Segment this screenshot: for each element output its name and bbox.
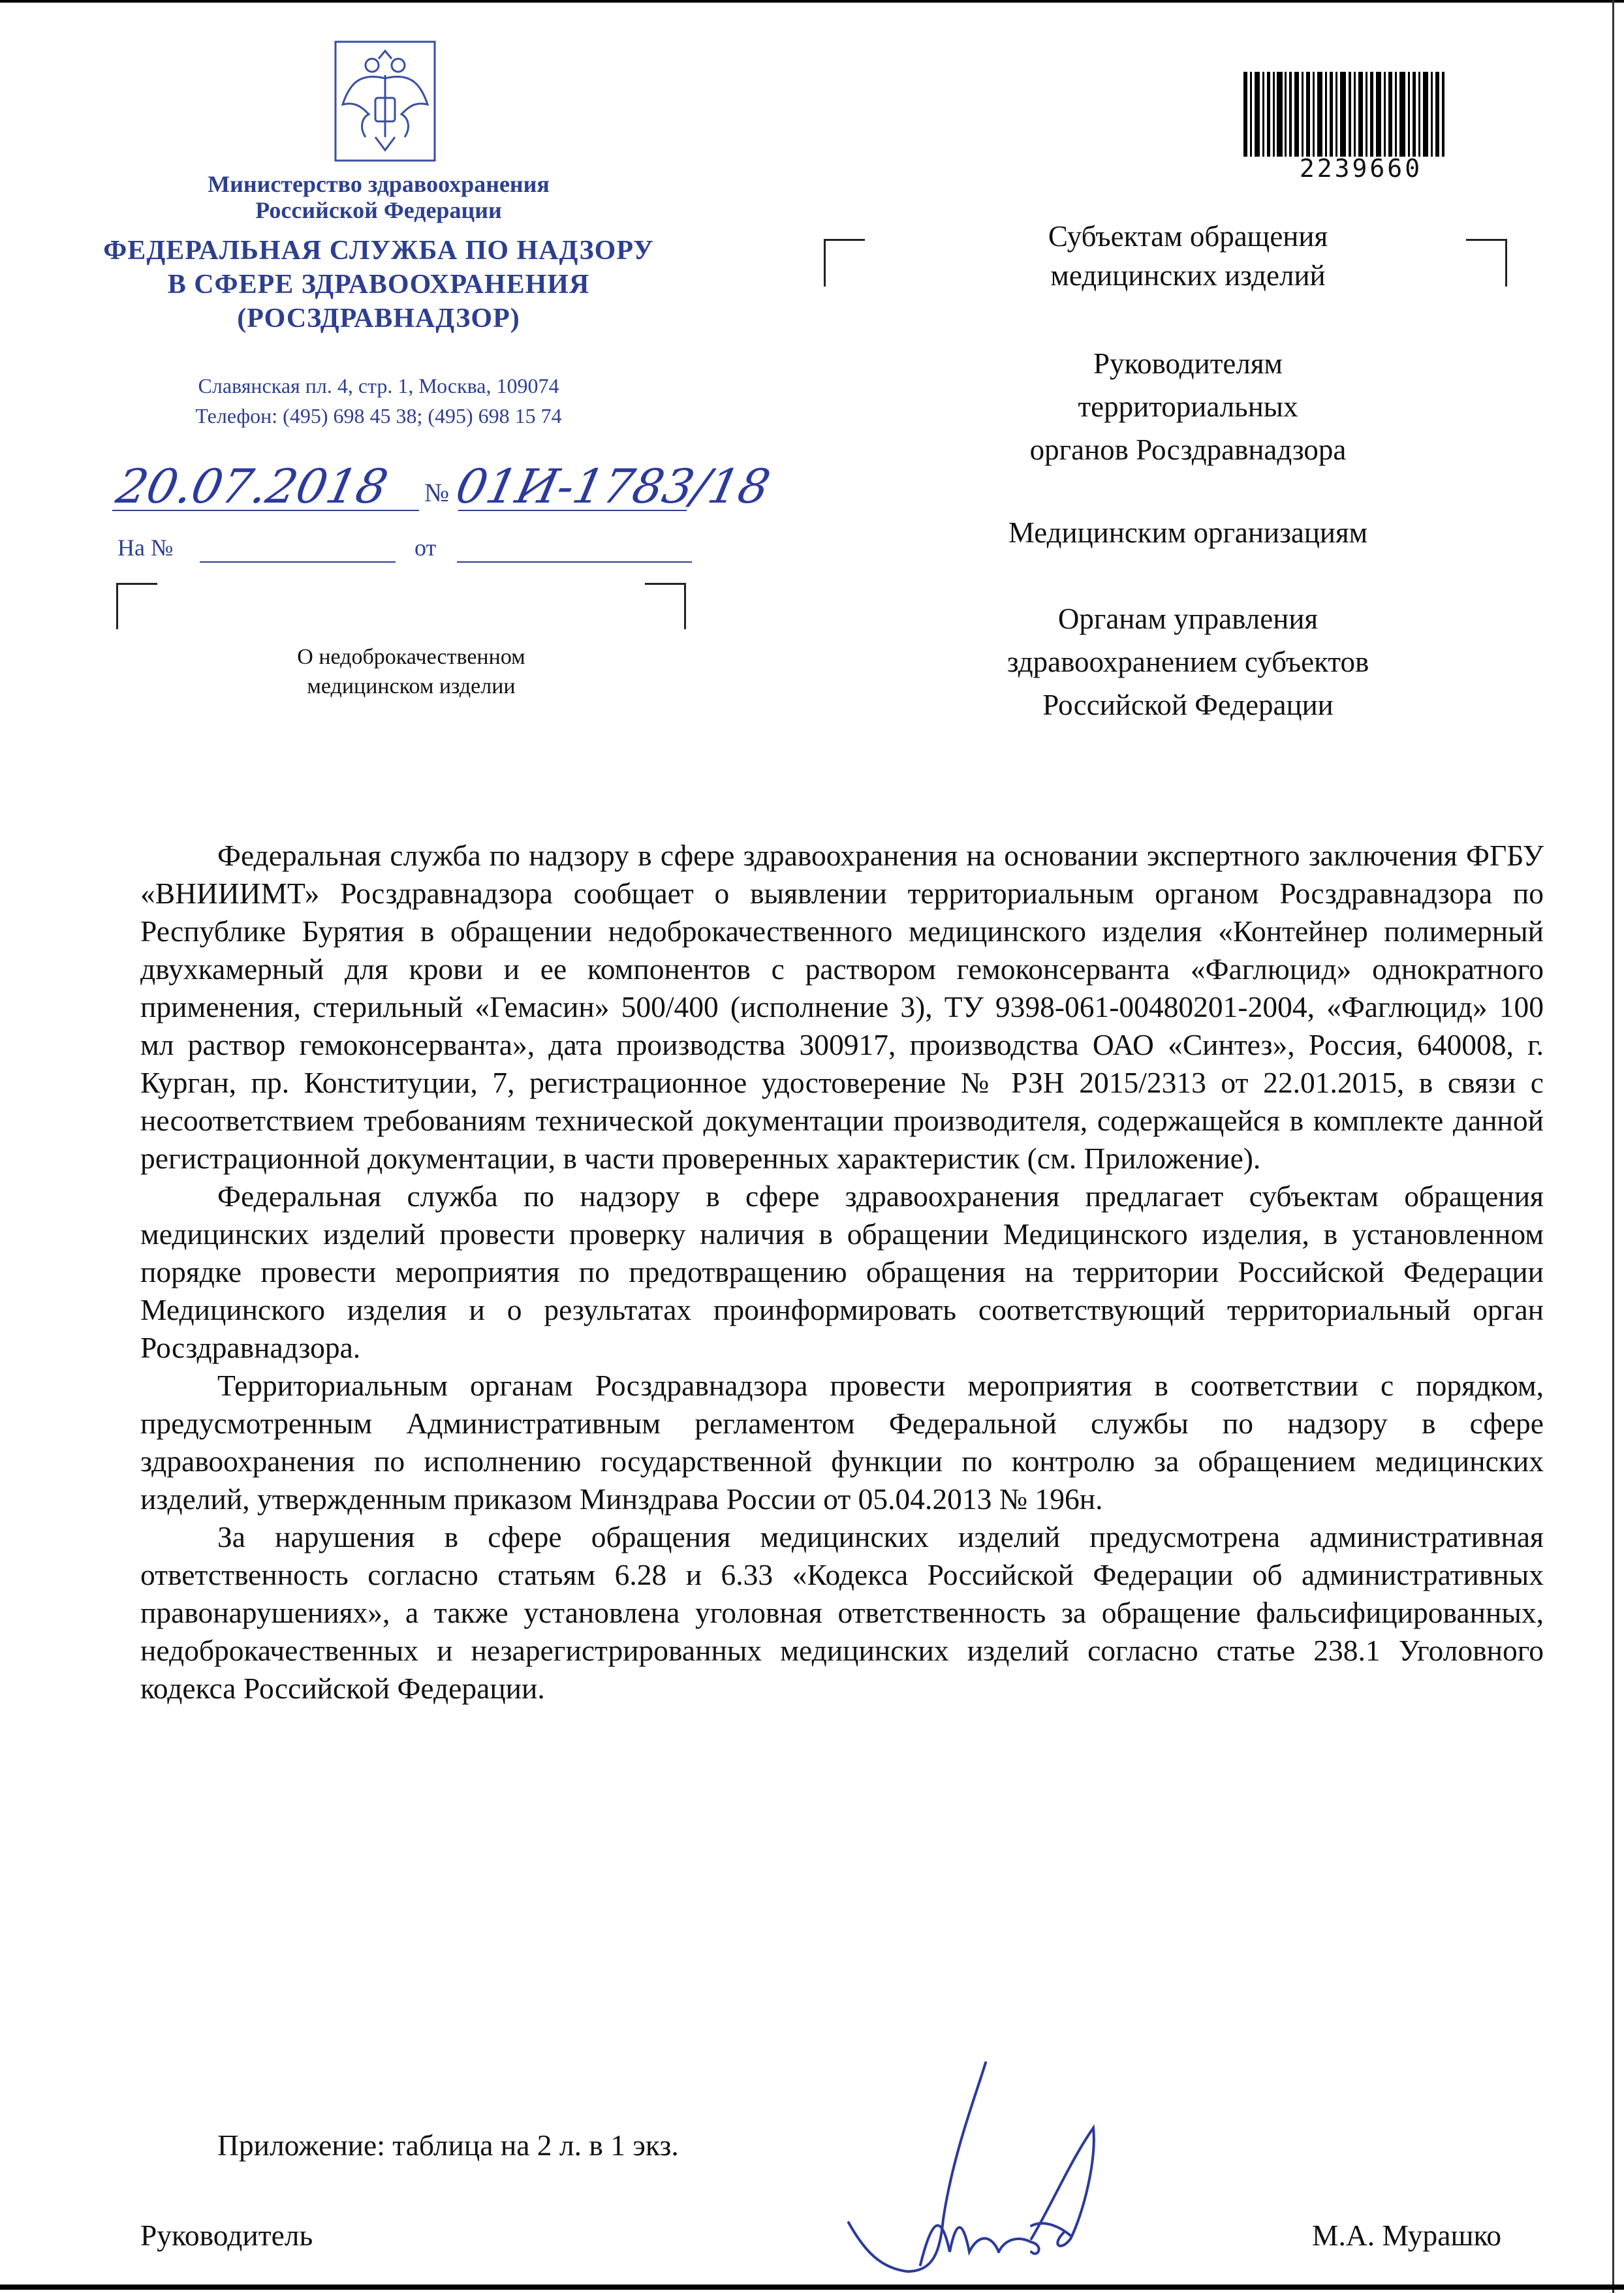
signer-name: М.А. Мурашко [1312,2219,1502,2252]
subject-line1: О недоброкачественном [297,645,525,669]
scan-edge-top [0,0,1624,3]
body-paragraph-3: Территориальным органам Росздравнадзора провести мероприятия в соответствии с порядком, предусмотренным Административным регламентом Федеральной службы по надзору в сфере здравоохранения по исполнению государственной функции по контролю за обращением медицинских изделий, утвержденным приказом Минздрава России от 05.04.2013 № 196н. [140,1369,1544,1516]
reply-number-underline [200,561,396,563]
outgoing-number: 01И-1783/18 [451,459,775,514]
recipient-4-line3: Российской Федерации [1042,689,1334,721]
attachment-note: Приложение: таблица на 2 л. в 1 экз. [217,2129,679,2162]
service-line1: ФЕДЕРАЛЬНАЯ СЛУЖБА ПО НАДЗОРУ [103,236,654,266]
subject-corner-left [116,583,157,629]
outgoing-date-number-line [112,450,775,522]
letter-body [140,837,1544,1708]
recipient-1-line1: Субъектам обращения [1048,220,1328,253]
barcode-number: 2239660 [1299,154,1423,183]
body-paragraph-2: Федеральная служба по надзору в сфере здравоохранения предлагает субъектам обращения медицинских изделий провести проверку наличия в обращении Медицинского изделия, в установленном порядке провести мероприятия по предотвращению обращения на территории Российской Федерации Медицинского изделия и о результатах проинформировать соответствующий территориальный орган Росздравнадзора. [140,1179,1544,1364]
reply-from-label: от [414,535,437,561]
outgoing-date: 20.07.2018 [112,459,393,514]
recipient-3-line1: Медицинским организациям [1008,516,1368,549]
ministry-line1: Министерство здравоохранения [208,171,550,197]
recipient-2-line1: Руководителям [1093,347,1283,380]
ministry-line2: Российской Федерации [255,197,502,223]
recipient-1-line2: медицинских изделий [1050,259,1326,292]
service-line2: В СФЕРЕ ЗДРАВООХРАНЕНИЯ [167,270,590,300]
phone: Телефон: (495) 698 45 38; (495) 698 15 74 [195,404,562,428]
address: Славянская пл. 4, стр. 1, Москва, 109074 [198,374,559,398]
reply-reference-row [117,530,692,567]
recipient-4-line2: здравоохранением субъектов [1007,646,1369,678]
barcode [1243,72,1446,160]
signer-title: Руководитель [140,2219,313,2252]
handwritten-signature [835,2056,1162,2291]
scan-edge-bottom [0,2285,1624,2290]
subject-line2: медицинском изделии [307,674,516,698]
subject-corner-right [645,583,686,629]
recipient-corner-left [824,239,865,287]
body-paragraph-1: Федеральная служба по надзору в сфере здравоохранения на основании экспертного заключения ФГБУ «ВНИИИМТ» Росздравнадзора сообщает о выявлении территориальным органом Росздравнадзора по Республике Бурятия в обращении недоброкачественного медицинского изделия «Контейнер полимерный двухкамерный для крови и ее компонентов с раствором гемоконсерванта «Фаглюцид» однократного применения, стерильный «Гемасин» 500/400 (исполнение 3), ТУ 9398-061-00480201-2004, «Фаглюцид» 100 мл раствор гемоконсерванта», дата производства 300917, производства ОАО «Синтез», Россия, 640008, г. Курган, пр. Конституции, 7, регистрационное удостоверение № РЗН 2015/2313 от 22.01.2015, в связи с несоответствием требованиям технической документации производителя, содержащейся в комплекте данной регистрационной документации, в части проверенных характеристик (см. Приложение). [140,839,1544,1175]
coat-of-arms-emblem [333,39,437,163]
recipient-2-line2: территориальных [1078,390,1298,423]
reply-number-label: На № [117,535,174,561]
recipient-2-line3: органов Росздравнадзора [1029,433,1347,466]
scan-edge-right [1612,0,1614,2293]
number-sign: № [424,478,450,507]
reply-from-underline [457,561,692,563]
recipient-4-line1: Органам управления [1057,602,1319,635]
body-paragraph-4: За нарушения в сфере обращения медицинских изделий предусмотрена административная ответственность согласно статьям 6.28 и 6.33 «Кодекса Российской Федерации об административных правонарушениях», а также установлена уголовная ответственность за обращение фальсифицированных, недоброкачественных и незарегистрированных медицинских изделий согласно статье 238.1 Уголовного кодекса Российской Федерации. [140,1520,1544,1705]
service-line3: (РОСЗДРАВНАДЗОР) [237,304,520,334]
